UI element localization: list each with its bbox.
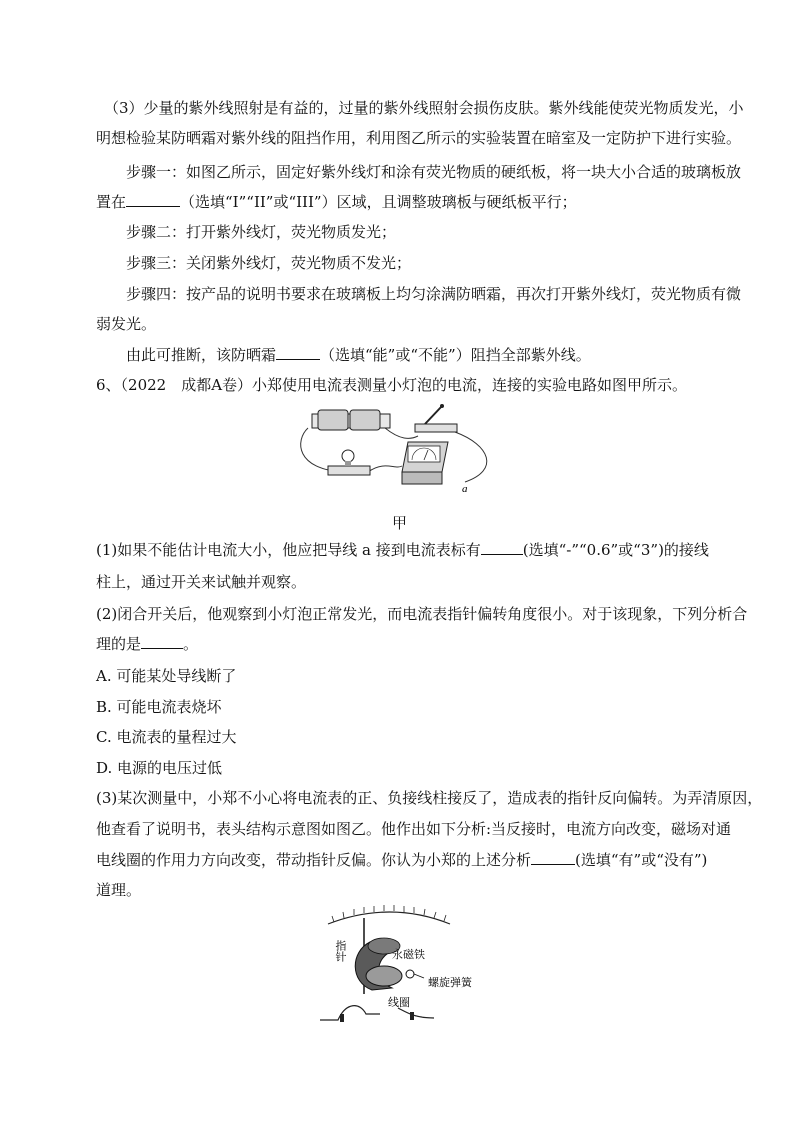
part3-line1: （3）少量的紫外线照射是有益的，过量的紫外线照射会损伤皮肤。紫外线能使荧光物质发光，小 (104, 99, 744, 117)
coil-label: 线圈 (388, 997, 410, 1009)
step1-suffix: （选填“I”“II”或“III”）区域，且调整玻璃板与硬纸板平行； (180, 193, 577, 211)
spring-icon (406, 970, 414, 978)
figure1-caption: 甲 (392, 514, 408, 532)
bulb-icon (328, 450, 370, 475)
sub3-suffix: (选填“有”或“没有”) (575, 851, 708, 869)
pointer-label: 指针 (334, 940, 346, 962)
magnet-label: 永磁铁 (392, 949, 425, 961)
ammeter-icon (402, 442, 448, 484)
step1-line-b (96, 192, 577, 212)
conclusion-prefix: 由此可推断，该防晒霜 (126, 346, 277, 364)
meter-ticks (332, 905, 446, 922)
conclusion-suffix: （选填“能”或“不能”）阻挡全部紫外线。 (320, 346, 591, 364)
answer-blank-analysis[interactable] (141, 634, 183, 649)
step4-line-a: 步骤四：按产品的说明书要求在玻璃板上均匀涂满防晒霜，再次打开紫外线灯，荧光物质有微 (126, 285, 742, 303)
sub3-line-b: 他查看了说明书，表头结构示意图如图乙。他作出如下分析:当反接时，电流方向改变，磁场对通 (96, 820, 732, 838)
option-c[interactable]: C. 电流表的量程过大 (96, 728, 237, 746)
circuit-wire (368, 466, 402, 472)
sub3-line-d: 道理。 (96, 881, 142, 899)
answer-blank-region[interactable] (126, 192, 180, 207)
battery-icon (312, 410, 390, 430)
meter-structure-figure (310, 902, 510, 1027)
sub2-prefix: 理的是 (96, 635, 142, 653)
switch-icon (415, 404, 457, 432)
step2-line: 步骤二：打开紫外线灯，荧光物质发光； (126, 223, 397, 241)
terminal-wire (398, 1008, 434, 1018)
step1-prefix: 置在 (96, 193, 127, 211)
sub3-prefix: 电线圈的作用力方向改变，带动指针反偏。你认为小郑的上述分析 (96, 851, 532, 869)
circuit-figure (290, 400, 510, 510)
spring-label: 螺旋弹簧 (428, 977, 472, 989)
option-d[interactable]: D. 电源的电压过低 (96, 759, 223, 777)
question6-header: 6、（2022 成都A卷）小郑使用电流表测量小灯泡的电流，连接的实验电路如图甲所示。 (96, 376, 688, 394)
option-a[interactable]: A. 可能某处导线断了 (96, 667, 237, 685)
conclusion-line (126, 345, 591, 365)
step1-line-a: 步骤一：如图乙所示，固定好紫外线灯和涂有荧光物质的硬纸板，将一块大小合适的玻璃板放 (126, 163, 742, 181)
sub1-prefix: (1)如果不能估计电流大小，他应把导线 a 接到电流表标有 (96, 541, 481, 559)
part3-line2: 明想检验某防晒霜对紫外线的阻挡作用，利用图乙所示的实验装置在暗室及一定防护下进行实验。 (96, 129, 742, 147)
sub2-suffix: 。 (183, 635, 199, 653)
circuit-wire (455, 432, 487, 482)
step3-line: 步骤三：关闭紫外线灯，荧光物质不发光； (126, 254, 412, 272)
sub1-suffix: (选填“-”“0.6”或“3”)的接线 (522, 541, 709, 559)
sub3-line-a: (3)某次测量中，小郑不小心将电流表的正、负接线柱接反了，造成表的指针反向偏转。为弄清原因， (96, 789, 763, 807)
terminal-wire (320, 1006, 380, 1020)
meter-scale (328, 912, 450, 924)
sub2-line-b (96, 634, 198, 654)
sub1-line-a (96, 540, 709, 560)
answer-blank-sunscreen[interactable] (276, 345, 320, 360)
circuit-wire (301, 428, 345, 472)
sub1-line-b: 柱上，通过开关来试触并观察。 (96, 573, 307, 591)
step4-line-b: 弱发光。 (96, 315, 157, 333)
circuit-wire (385, 428, 418, 438)
answer-blank-terminal[interactable] (481, 540, 523, 555)
answer-blank-reason[interactable] (531, 850, 575, 865)
wire-a-label: a (462, 483, 468, 495)
sub3-line-c (96, 850, 707, 870)
coil-icon (366, 966, 402, 986)
option-b[interactable]: B. 可能电流表烧坏 (96, 698, 222, 716)
sub2-line-a: (2)闭合开关后，他观察到小灯泡正常发光，而电流表指针偏转角度很小。对于该现象，下列分析合 (96, 605, 748, 623)
